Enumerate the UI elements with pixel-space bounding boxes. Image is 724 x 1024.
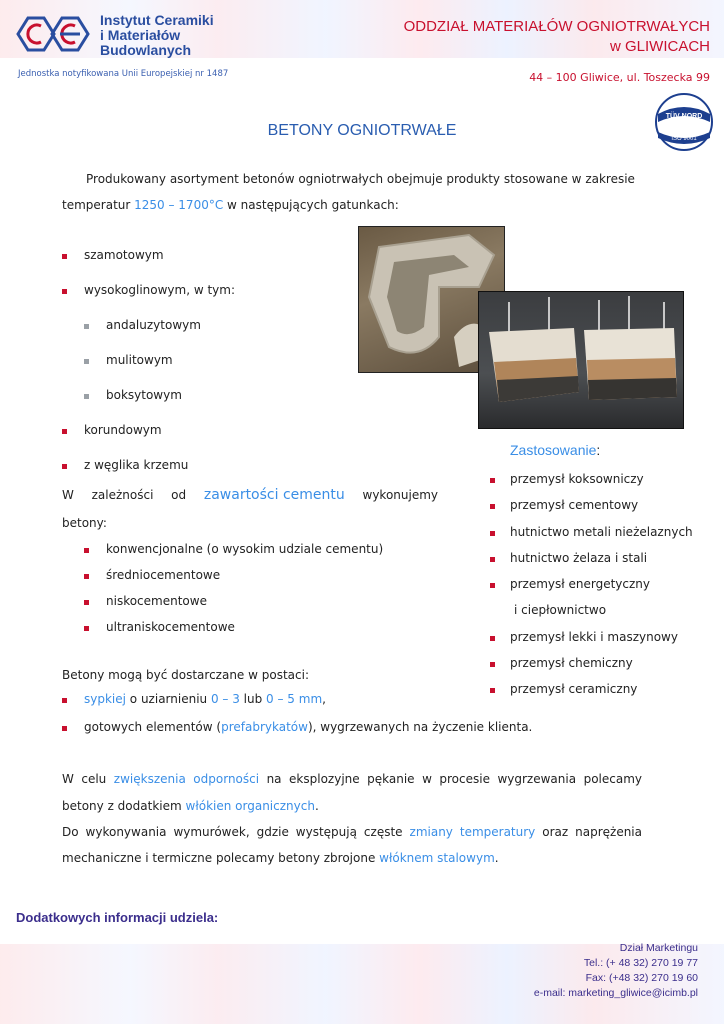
grade-label: mulitowym (106, 353, 173, 367)
fibres-text: . (494, 851, 499, 865)
fibres-text: . (314, 799, 319, 813)
bullet-icon (490, 478, 495, 483)
form-text: ), wygrzewanych na życzenie klienta. (307, 720, 533, 734)
contact-block (534, 941, 698, 1001)
application-label: przemysł lekki i maszynowy (510, 629, 678, 644)
bullet-icon (84, 574, 89, 579)
fibres-text: oraz naprężenia (535, 825, 642, 839)
institute-name-line: Instytut Ceramiki (100, 12, 214, 28)
cement-text: od (171, 488, 187, 502)
list-item (490, 551, 720, 577)
application-label: przemysł cementowy (510, 498, 639, 513)
cement-type-label: konwencjonalne (o wysokim udziale cementu) (106, 542, 384, 556)
institute-name (100, 13, 214, 58)
list-item (490, 577, 720, 603)
list-item (84, 568, 414, 594)
grade-label: korundowym (84, 423, 162, 437)
department-line: ODDZIAŁ MATERIAŁÓW OGNIOTRWAŁYCH (403, 18, 710, 35)
application-label: przemysł ceramiczny (510, 682, 638, 697)
cement-line-2: betony: (62, 516, 107, 530)
cement-content-highlight: zawartości cementu (203, 487, 345, 503)
list-item (490, 472, 720, 498)
list-item (62, 283, 342, 318)
fibres-highlight: zmiany temperatury (409, 825, 536, 839)
list-item (62, 248, 342, 283)
bullet-icon (62, 254, 67, 259)
form-text: o uziarnieniu (125, 692, 211, 706)
application-label: przemysł koksowniczy (510, 472, 644, 486)
prefab-highlight: prefabrykatów (221, 720, 308, 734)
fibres-line-1 (62, 766, 642, 792)
bullet-icon (84, 359, 89, 364)
intro-line-1: Produkowany asortyment betonów ogniotrwałych obejmuje produkty stosowane w zakresie (86, 172, 635, 186)
grade-label: szamotowym (84, 248, 164, 262)
fibres-text: W celu (62, 772, 114, 786)
contact-department: Dział Marketingu (619, 942, 698, 954)
grain-range-1: 0 – 3 (210, 692, 240, 706)
bullet-icon (490, 504, 495, 509)
contact-heading: Dodatkowych informacji udziela: (16, 910, 219, 925)
bullet-icon (84, 548, 89, 553)
list-item (490, 498, 720, 524)
cement-line-1 (62, 482, 438, 508)
reinforced-concrete-blocks-photo (478, 291, 684, 429)
applications-heading-text: Zastosowanie (510, 442, 597, 458)
bullet-icon (84, 600, 89, 605)
fibres-text: Do wykonywania wymurówek, gdzie występują częste (62, 825, 410, 839)
intro-text: temperatur (62, 198, 135, 212)
intro-text: w następujących gatunkach: (223, 198, 399, 212)
fibres-text: na eksplozyjne pękanie w procesie wygrzewania polecamy (259, 772, 642, 786)
fibres-highlight: włóknem stalowym (379, 851, 495, 865)
list-item (490, 630, 720, 656)
forms-intro: Betony mogą być dostarczane w postaci: (62, 668, 309, 682)
cement-text: wykonujemy (362, 488, 438, 502)
list-item (84, 594, 414, 620)
list-item (62, 720, 662, 748)
bullet-icon (490, 662, 495, 667)
bullet-icon (490, 636, 495, 641)
applications-heading-colon: : (596, 442, 601, 458)
application-label: hutnictwo metali nieżelaznych (510, 524, 693, 539)
application-label: przemysł chemiczny (510, 656, 633, 671)
institute-name-line: Budowlanych (100, 42, 192, 58)
institute-logo-icon (14, 12, 92, 56)
badge-text-iso: ISO 9001 (671, 136, 697, 142)
contact-fax: Fax: (+48 32) 270 19 60 (585, 972, 698, 984)
fibres-text: betony z dodatkiem (62, 799, 186, 813)
list-item (490, 603, 720, 629)
intro-line-2 (62, 192, 399, 218)
list-item (84, 620, 414, 646)
cement-text: zależności (91, 488, 154, 502)
cement-type-label: niskocementowe (106, 594, 207, 608)
grade-label: z węglika krzemu (84, 458, 189, 472)
application-label: hutnictwo żelaza i stali (510, 550, 648, 565)
form-text: lub (239, 692, 267, 706)
list-item (490, 656, 720, 682)
address: 44 – 100 Gliwice, ul. Toszecka 99 (529, 71, 710, 84)
list-item (62, 318, 342, 353)
list-item (62, 353, 342, 388)
list-item (62, 388, 342, 423)
fibres-line-4 (62, 845, 499, 871)
list-item (62, 692, 662, 720)
bullet-icon (490, 583, 495, 588)
list-item (62, 423, 342, 458)
application-label: i ciepłownictwo (514, 603, 607, 618)
bullet-icon (490, 531, 495, 536)
contact-email-link[interactable]: e-mail: marketing_gliwice@icimb.pl (533, 987, 698, 999)
department-name (404, 17, 710, 57)
grade-label: andaluzytowym (106, 318, 201, 332)
contact-phone: Tel.: (+ 48 32) 270 19 77 (583, 957, 698, 969)
bullet-icon (62, 698, 67, 703)
list-item (84, 542, 414, 568)
badge-text-tuv: TÜV NORD (665, 113, 703, 120)
bullet-icon (84, 394, 89, 399)
bullet-icon (62, 464, 67, 469)
grade-label: wysokoglinowym, w tym: (84, 283, 236, 297)
department-line: w GLIWICACH (609, 38, 710, 55)
applications-list (490, 472, 720, 709)
cement-type-label: ultraniskocementowe (106, 620, 235, 634)
bullet-icon (62, 429, 67, 434)
notified-body-note: Jednostka notyfikowana Unii Europejskiej nr 1487 (18, 69, 229, 79)
bullet-icon (62, 289, 67, 294)
cement-types-list (84, 542, 414, 646)
bullet-icon (490, 557, 495, 562)
form-highlight: sypkiej (84, 692, 126, 706)
list-item (490, 525, 720, 551)
fibres-highlight: zwiększenia odporności (113, 772, 260, 786)
bullet-icon (84, 324, 89, 329)
grades-list (62, 248, 342, 493)
cement-text: W (62, 488, 74, 502)
cement-type-label: średniocementowe (106, 568, 221, 582)
bullet-icon (62, 726, 67, 731)
institute-name-line: i Materiałów (100, 27, 181, 43)
form-text: gotowych elementów ( (84, 720, 222, 734)
grain-range-2: 0 – 5 mm (266, 692, 323, 706)
fibres-line-2 (62, 793, 319, 819)
bullet-icon (84, 626, 89, 631)
fibres-text: mechaniczne i termiczne polecamy betony zbrojone (62, 851, 380, 865)
grade-label: boksytowym (106, 388, 182, 402)
page-title: BETONY OGNIOTRWAŁE (267, 122, 457, 139)
applications-heading (510, 442, 600, 458)
application-label: przemysł energetyczny (510, 577, 651, 592)
forms-list (62, 692, 662, 748)
fibres-line-3 (62, 819, 642, 845)
temperature-range: 1250 – 1700°C (134, 198, 224, 212)
form-text: , (322, 692, 326, 706)
fibres-highlight: włókien organicznych (185, 799, 315, 813)
